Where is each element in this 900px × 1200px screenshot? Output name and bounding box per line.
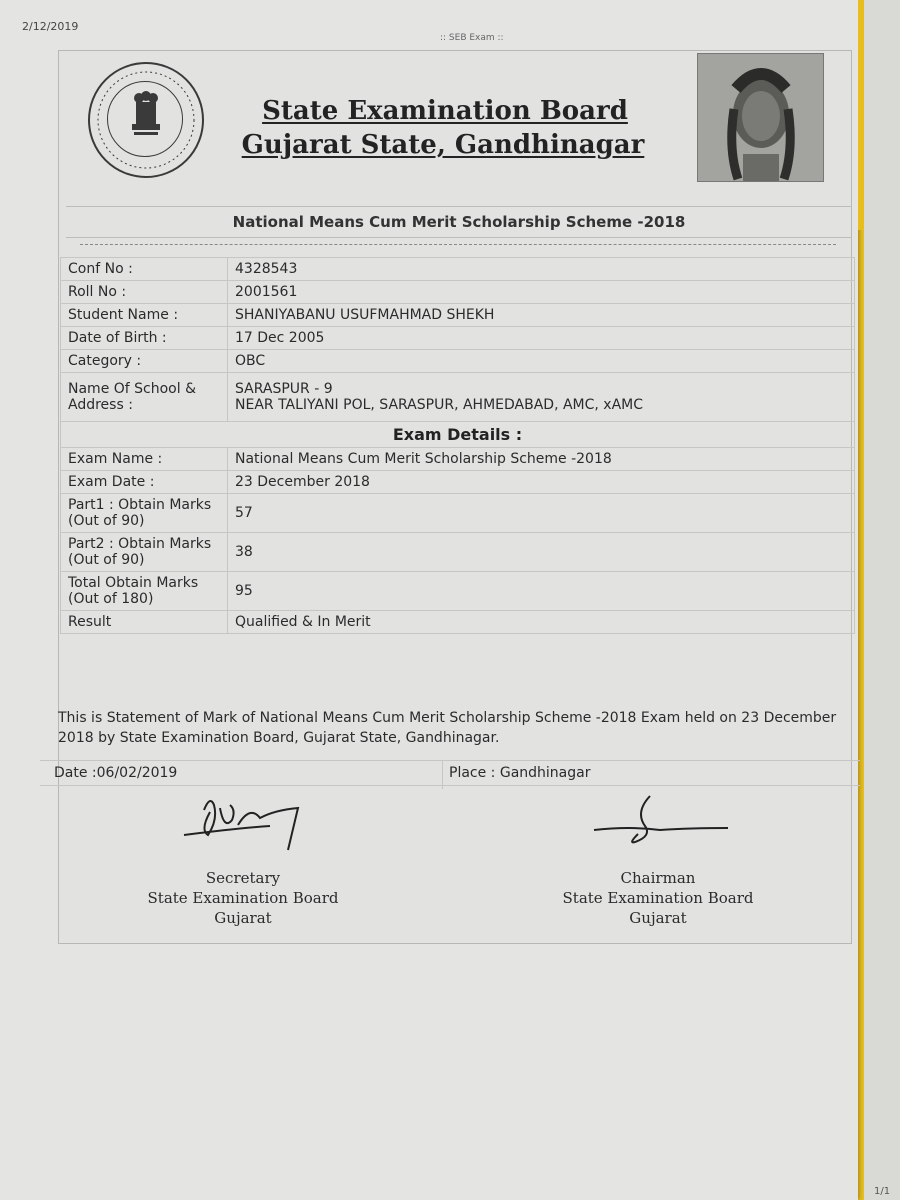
category-value: OBC bbox=[228, 350, 855, 373]
exam-date-value: 23 December 2018 bbox=[228, 471, 855, 494]
table-row bbox=[61, 494, 855, 533]
exam-details-heading: Exam Details : bbox=[61, 422, 855, 448]
row-label: Part2 : Obtain Marks (Out of 90) bbox=[61, 533, 228, 572]
table-row bbox=[61, 281, 855, 304]
page-edge bbox=[864, 0, 900, 1200]
scheme-title: National Means Cum Merit Scholarship Scheme -2018 bbox=[66, 206, 852, 238]
secretary-title: Secretary bbox=[205, 869, 281, 887]
row-label: Result bbox=[61, 611, 228, 634]
secretary-signature bbox=[180, 790, 310, 860]
total-marks-value: 95 bbox=[228, 572, 855, 611]
row-label: Exam Date : bbox=[61, 471, 228, 494]
table-row bbox=[61, 448, 855, 471]
secretary-block bbox=[123, 868, 363, 928]
print-date: 2/12/2019 bbox=[22, 20, 79, 33]
table-row bbox=[61, 471, 855, 494]
chairman-signature bbox=[590, 792, 730, 852]
dob-value: 17 Dec 2005 bbox=[228, 327, 855, 350]
issue-place: Place : Gandhinagar bbox=[442, 761, 590, 789]
school-name: SARASPUR - 9 bbox=[235, 381, 333, 397]
row-label: Exam Name : bbox=[61, 448, 228, 471]
school-value bbox=[228, 373, 855, 422]
chairman-title: Chairman bbox=[620, 869, 696, 887]
table-row bbox=[61, 373, 855, 422]
row-label: Student Name : bbox=[61, 304, 228, 327]
chairman-block bbox=[538, 868, 778, 928]
date-place-row bbox=[40, 760, 860, 786]
print-title: :: SEB Exam :: bbox=[440, 33, 504, 43]
issue-date: Date :06/02/2019 bbox=[54, 765, 178, 781]
student-details-table bbox=[60, 257, 855, 634]
result-value: Qualified & In Merit bbox=[228, 611, 855, 634]
table-row bbox=[61, 327, 855, 350]
table-row bbox=[61, 572, 855, 611]
secretary-org: State Examination Board bbox=[147, 889, 339, 907]
table-row bbox=[61, 611, 855, 634]
row-label: Name Of School & Address : bbox=[61, 373, 228, 422]
exam-name-value: National Means Cum Merit Scholarship Scheme -2018 bbox=[228, 448, 855, 471]
board-subtitle: Gujarat State, Gandhinagar bbox=[241, 130, 645, 160]
chairman-org: State Examination Board bbox=[562, 889, 754, 907]
table-row bbox=[61, 422, 855, 448]
board-title: State Examination Board bbox=[262, 96, 628, 126]
row-label: Conf No : bbox=[61, 258, 228, 281]
roll-no-value: 2001561 bbox=[228, 281, 855, 304]
table-row bbox=[61, 533, 855, 572]
table-row bbox=[61, 350, 855, 373]
statement-text: This is Statement of Mark of National Means Cum Merit Scholarship Scheme -2018 Exam held on 23 December 2018 by State Examination Board, Gujarat State, Gandhinagar. bbox=[58, 710, 837, 746]
page-number: 1/1 bbox=[874, 1186, 891, 1197]
conf-no-value: 4328543 bbox=[228, 258, 855, 281]
row-label: Roll No : bbox=[61, 281, 228, 304]
chairman-state: Gujarat bbox=[629, 909, 687, 927]
table-row bbox=[61, 304, 855, 327]
table-row bbox=[61, 258, 855, 281]
student-name-value: SHANIYABANU USUFMAHMAD SHEKH bbox=[228, 304, 855, 327]
secretary-state: Gujarat bbox=[214, 909, 272, 927]
row-label: Date of Birth : bbox=[61, 327, 228, 350]
student-photo bbox=[697, 53, 824, 182]
dashed-divider bbox=[80, 244, 836, 245]
school-address: NEAR TALIYANI POL, SARASPUR, AHMEDABAD, AMC, xAMC bbox=[235, 397, 644, 413]
row-label: Total Obtain Marks (Out of 180) bbox=[61, 572, 228, 611]
part2-marks-value: 38 bbox=[228, 533, 855, 572]
part1-marks-value: 57 bbox=[228, 494, 855, 533]
row-label: Category : bbox=[61, 350, 228, 373]
row-label: Part1 : Obtain Marks (Out of 90) bbox=[61, 494, 228, 533]
